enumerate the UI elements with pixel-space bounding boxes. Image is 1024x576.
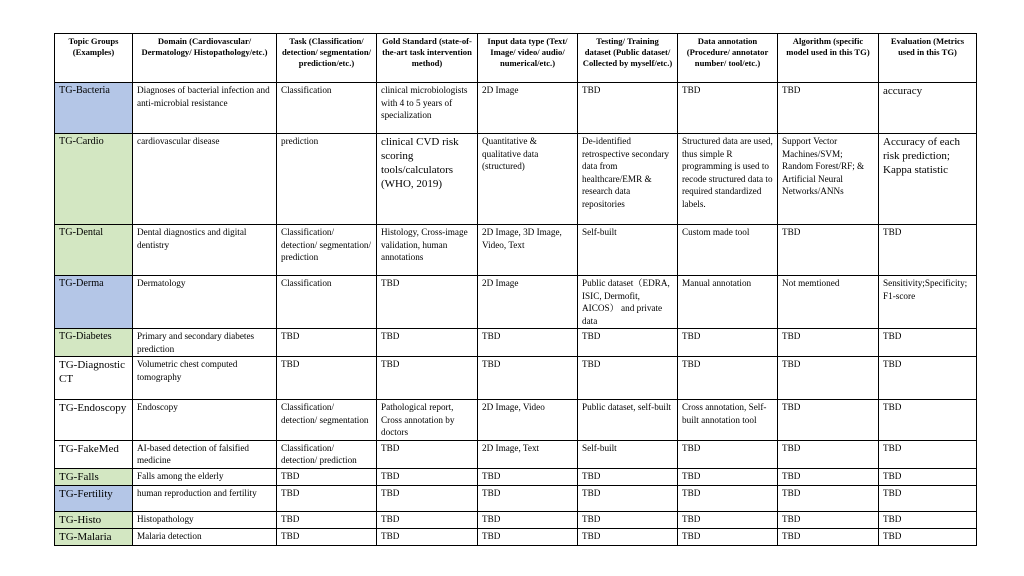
- dataset-cell: TBD: [578, 485, 678, 511]
- gold-standard-cell: TBD: [377, 329, 478, 357]
- algorithm-cell: TBD: [778, 225, 879, 276]
- task-cell: Classification: [277, 83, 377, 134]
- dataset-cell: TBD: [578, 511, 678, 528]
- gold-standard-cell: Histology, Cross-image validation, human annotations: [377, 225, 478, 276]
- algorithm-cell: TBD: [778, 400, 879, 441]
- annotation-cell: Manual annotation: [678, 276, 778, 329]
- table-row: [55, 440, 977, 468]
- algorithm-cell: TBD: [778, 440, 879, 468]
- domain-cell: human reproduction and fertility: [133, 485, 277, 511]
- domain-cell: Histopathology: [133, 511, 277, 528]
- input-type-cell: TBD: [478, 329, 578, 357]
- input-type-cell: 2D Image, 3D Image, Video, Text: [478, 225, 578, 276]
- dataset-cell: TBD: [578, 329, 678, 357]
- gold-standard-cell: TBD: [377, 485, 478, 511]
- input-type-cell: Quantitative & qualitative data (structured): [478, 134, 578, 225]
- table-row: [55, 400, 977, 441]
- annotation-cell: TBD: [678, 528, 778, 545]
- table-row: [55, 528, 977, 545]
- table-row: [55, 276, 977, 329]
- topic-groups-table: [54, 33, 977, 546]
- table-row: [55, 468, 977, 485]
- evaluation-cell: accuracy: [879, 83, 977, 134]
- annotation-cell: Custom made tool: [678, 225, 778, 276]
- topic-group-cell: TG-Falls: [55, 468, 133, 485]
- header-task: Task (Classification/ detection/ segmentation/ prediction/etc.): [277, 34, 377, 83]
- evaluation-cell: Sensitivity;Specificity; F1-score: [879, 276, 977, 329]
- topic-group-cell: TG-Fertility: [55, 485, 133, 511]
- gold-standard-cell: TBD: [377, 511, 478, 528]
- topic-group-cell: TG-Bacteria: [55, 83, 133, 134]
- dataset-cell: De-identified retrospective secondary data from healthcare/EMR & research data repositories: [578, 134, 678, 225]
- topic-group-cell: TG-FakeMed: [55, 440, 133, 468]
- header-row: [55, 34, 977, 83]
- topic-group-cell: TG-DiagnosticCT: [55, 357, 133, 400]
- evaluation-cell: TBD: [879, 468, 977, 485]
- task-cell: TBD: [277, 528, 377, 545]
- annotation-cell: Structured data are used, thus simple R programming is used to recode structured data to required standardized labels.: [678, 134, 778, 225]
- header-input-data-type: Input data type (Text/ Image/ video/ audio/ numerical/etc.): [478, 34, 578, 83]
- table-row: [55, 134, 977, 225]
- topic-group-cell: TG-Malaria: [55, 528, 133, 545]
- input-type-cell: 2D Image: [478, 83, 578, 134]
- header-gold-standard: Gold Standard (state-of-the-art task intervention method): [377, 34, 478, 83]
- domain-cell: Volumetric chest computed tomography: [133, 357, 277, 400]
- domain-cell: Dermatology: [133, 276, 277, 329]
- algorithm-cell: TBD: [778, 83, 879, 134]
- task-cell: Classification/ detection/ prediction: [277, 440, 377, 468]
- header-domain: Domain (Cardiovascular/ Dermatology/ Histopathology/etc.): [133, 34, 277, 83]
- annotation-cell: TBD: [678, 485, 778, 511]
- table-row: [55, 511, 977, 528]
- task-cell: TBD: [277, 468, 377, 485]
- algorithm-cell: TBD: [778, 485, 879, 511]
- input-type-cell: TBD: [478, 485, 578, 511]
- annotation-cell: TBD: [678, 440, 778, 468]
- topic-group-cell: TG-Cardio: [55, 134, 133, 225]
- dataset-cell: TBD: [578, 528, 678, 545]
- input-type-cell: TBD: [478, 511, 578, 528]
- dataset-cell: TBD: [578, 357, 678, 400]
- evaluation-cell: Accuracy of each risk prediction; Kappa statistic: [879, 134, 977, 225]
- gold-standard-cell: TBD: [377, 528, 478, 545]
- evaluation-cell: TBD: [879, 485, 977, 511]
- header-dataset: Testing/ Training dataset (Public dataset/ Collected by myself/etc.): [578, 34, 678, 83]
- algorithm-cell: TBD: [778, 357, 879, 400]
- header-evaluation: Evaluation (Metrics used in this TG): [879, 34, 977, 83]
- input-type-cell: 2D Image, Video: [478, 400, 578, 441]
- dataset-cell: Self-built: [578, 440, 678, 468]
- input-type-cell: TBD: [478, 468, 578, 485]
- input-type-cell: 2D Image: [478, 276, 578, 329]
- domain-cell: cardiovascular disease: [133, 134, 277, 225]
- algorithm-cell: TBD: [778, 511, 879, 528]
- task-cell: Classification/ detection/ segmentation/ prediction: [277, 225, 377, 276]
- annotation-cell: Cross annotation, Self-built annotation tool: [678, 400, 778, 441]
- evaluation-cell: TBD: [879, 400, 977, 441]
- topic-group-cell: TG-Derma: [55, 276, 133, 329]
- input-type-cell: TBD: [478, 528, 578, 545]
- domain-cell: Dental diagnostics and digital dentistry: [133, 225, 277, 276]
- topic-group-cell: TG-Diabetes: [55, 329, 133, 357]
- evaluation-cell: TBD: [879, 225, 977, 276]
- algorithm-cell: TBD: [778, 329, 879, 357]
- topic-group-cell: TG-Endoscopy: [55, 400, 133, 441]
- topic-group-cell: TG-Dental: [55, 225, 133, 276]
- annotation-cell: TBD: [678, 83, 778, 134]
- annotation-cell: TBD: [678, 511, 778, 528]
- task-cell: TBD: [277, 329, 377, 357]
- gold-standard-cell: TBD: [377, 276, 478, 329]
- task-cell: TBD: [277, 485, 377, 511]
- domain-cell: AI-based detection of falsified medicine: [133, 440, 277, 468]
- task-cell: Classification: [277, 276, 377, 329]
- evaluation-cell: TBD: [879, 440, 977, 468]
- dataset-cell: Public dataset, self-built: [578, 400, 678, 441]
- algorithm-cell: TBD: [778, 468, 879, 485]
- task-cell: TBD: [277, 511, 377, 528]
- dataset-cell: TBD: [578, 83, 678, 134]
- domain-cell: Primary and secondary diabetes prediction: [133, 329, 277, 357]
- task-cell: TBD: [277, 357, 377, 400]
- table-row: [55, 485, 977, 511]
- task-cell: prediction: [277, 134, 377, 225]
- domain-cell: Endoscopy: [133, 400, 277, 441]
- gold-standard-cell: TBD: [377, 357, 478, 400]
- header-data-annotation: Data annotation (Procedure/ annotator number/ tool/etc.): [678, 34, 778, 83]
- table-row: [55, 225, 977, 276]
- gold-standard-cell: clinical CVD risk scoring tools/calculators (WHO, 2019): [377, 134, 478, 225]
- dataset-cell: TBD: [578, 468, 678, 485]
- evaluation-cell: TBD: [879, 329, 977, 357]
- annotation-cell: TBD: [678, 329, 778, 357]
- topic-group-cell: TG-Histo: [55, 511, 133, 528]
- gold-standard-cell: clinical microbiologists with 4 to 5 years of specialization: [377, 83, 478, 134]
- task-cell: Classification/ detection/ segmentation: [277, 400, 377, 441]
- input-type-cell: 2D Image, Text: [478, 440, 578, 468]
- gold-standard-cell: Pathological report, Cross annotation by doctors: [377, 400, 478, 441]
- evaluation-cell: TBD: [879, 357, 977, 400]
- annotation-cell: TBD: [678, 468, 778, 485]
- algorithm-cell: TBD: [778, 528, 879, 545]
- algorithm-cell: Support Vector Machines/SVM; Random Forest/RF; & Artificial Neural Networks/ANNs: [778, 134, 879, 225]
- gold-standard-cell: TBD: [377, 468, 478, 485]
- evaluation-cell: TBD: [879, 511, 977, 528]
- domain-cell: Malaria detection: [133, 528, 277, 545]
- gold-standard-cell: TBD: [377, 440, 478, 468]
- evaluation-cell: TBD: [879, 528, 977, 545]
- domain-cell: Diagnoses of bacterial infection and anti-microbial resistance: [133, 83, 277, 134]
- header-topic-groups: Topic Groups (Examples): [55, 34, 133, 83]
- table-row: [55, 329, 977, 357]
- algorithm-cell: Not memtioned: [778, 276, 879, 329]
- dataset-cell: Public dataset（EDRA, ISIC, Dermofit, AICOS） and private data: [578, 276, 678, 329]
- input-type-cell: TBD: [478, 357, 578, 400]
- annotation-cell: TBD: [678, 357, 778, 400]
- domain-cell: Falls among the elderly: [133, 468, 277, 485]
- table-row: [55, 357, 977, 400]
- table-row: [55, 83, 977, 134]
- dataset-cell: Self-built: [578, 225, 678, 276]
- header-algorithm: Algorithm (specific model used in this TG): [778, 34, 879, 83]
